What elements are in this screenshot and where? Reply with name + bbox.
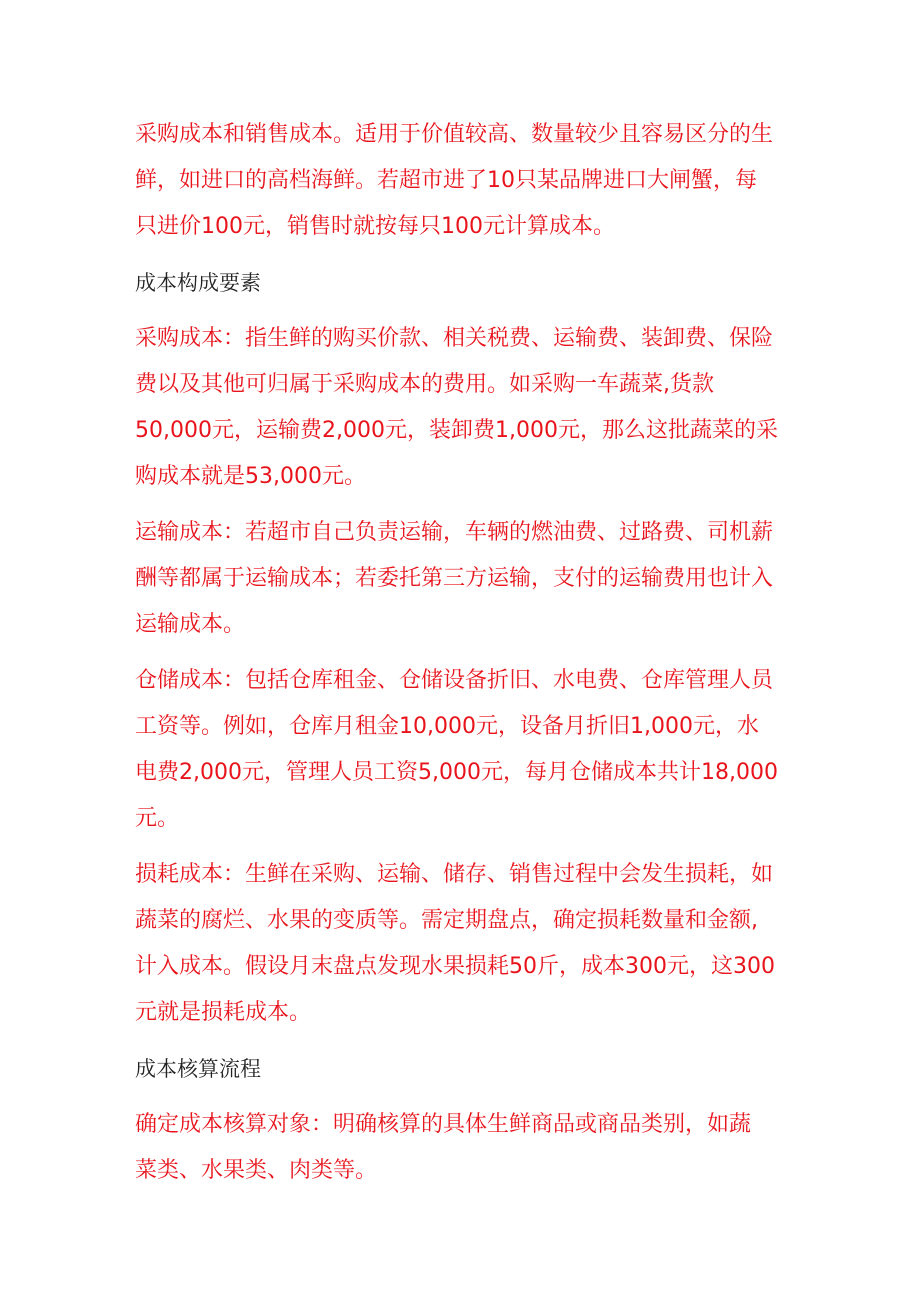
text-line: 工资等。例如，仓库月租金10,000元，设备月折旧1,000元，水 — [135, 714, 759, 739]
text-line: 运输成本。 — [135, 612, 246, 637]
text-line: 仓储成本：包括仓库租金、仓储设备折旧、水电费、仓库管理人员 — [135, 668, 774, 693]
paragraph-valuation-method — [135, 112, 800, 250]
paragraph-storage-cost — [135, 658, 800, 842]
section-heading-cost-elements — [135, 260, 800, 306]
paragraph-transport-cost — [135, 510, 800, 648]
text-line: 采购成本和销售成本。适用于价值较高、数量较少且容易区分的生 — [135, 122, 774, 147]
heading-text: 成本核算流程 — [135, 1057, 261, 1081]
text-line: 只进价100元，销售时就按每只100元计算成本。 — [135, 214, 615, 239]
text-line: 费以及其他可归属于采购成本的费用。如采购一车蔬菜,货款 — [135, 372, 714, 397]
text-line: 酬等都属于运输成本；若委托第三方运输，支付的运输费用也计入 — [135, 566, 774, 591]
document-body — [135, 112, 800, 1204]
text-line: 50,000元，运输费2,000元，装卸费1,000元，那么这批蔬菜的采 — [135, 418, 778, 443]
text-line: 元。 — [135, 806, 180, 831]
heading-text: 成本构成要素 — [135, 271, 261, 295]
text-line: 蔬菜的腐烂、水果的变质等。需定期盘点，确定损耗数量和金额, — [135, 908, 758, 933]
text-line: 电费2,000元，管理人员工资5,000元，每月仓储成本共计18,000 — [135, 760, 778, 785]
paragraph-accounting-object — [135, 1102, 800, 1194]
section-heading-accounting-process — [135, 1046, 800, 1092]
text-line: 采购成本：指生鲜的购买价款、相关税费、运输费、装卸费、保险 — [135, 326, 774, 351]
text-line: 元就是损耗成本。 — [135, 1000, 312, 1025]
text-line: 损耗成本：生鲜在采购、运输、储存、销售过程中会发生损耗，如 — [135, 862, 774, 887]
text-line: 鲜，如进口的高档海鲜。若超市进了10只某品牌进口大闸蟹，每 — [135, 168, 757, 193]
text-line: 运输成本：若超市自己负责运输，车辆的燃油费、过路费、司机薪 — [135, 520, 774, 545]
text-line: 确定成本核算对象：明确核算的具体生鲜商品或商品类别，如蔬 — [135, 1112, 752, 1137]
text-line: 菜类、水果类、肉类等。 — [135, 1158, 378, 1183]
text-line: 计入成本。假设月末盘点发现水果损耗50斤，成本300元，这300 — [135, 954, 775, 979]
paragraph-purchase-cost — [135, 316, 800, 500]
paragraph-loss-cost — [135, 852, 800, 1036]
text-line: 购成本就是53,000元。 — [135, 464, 366, 489]
